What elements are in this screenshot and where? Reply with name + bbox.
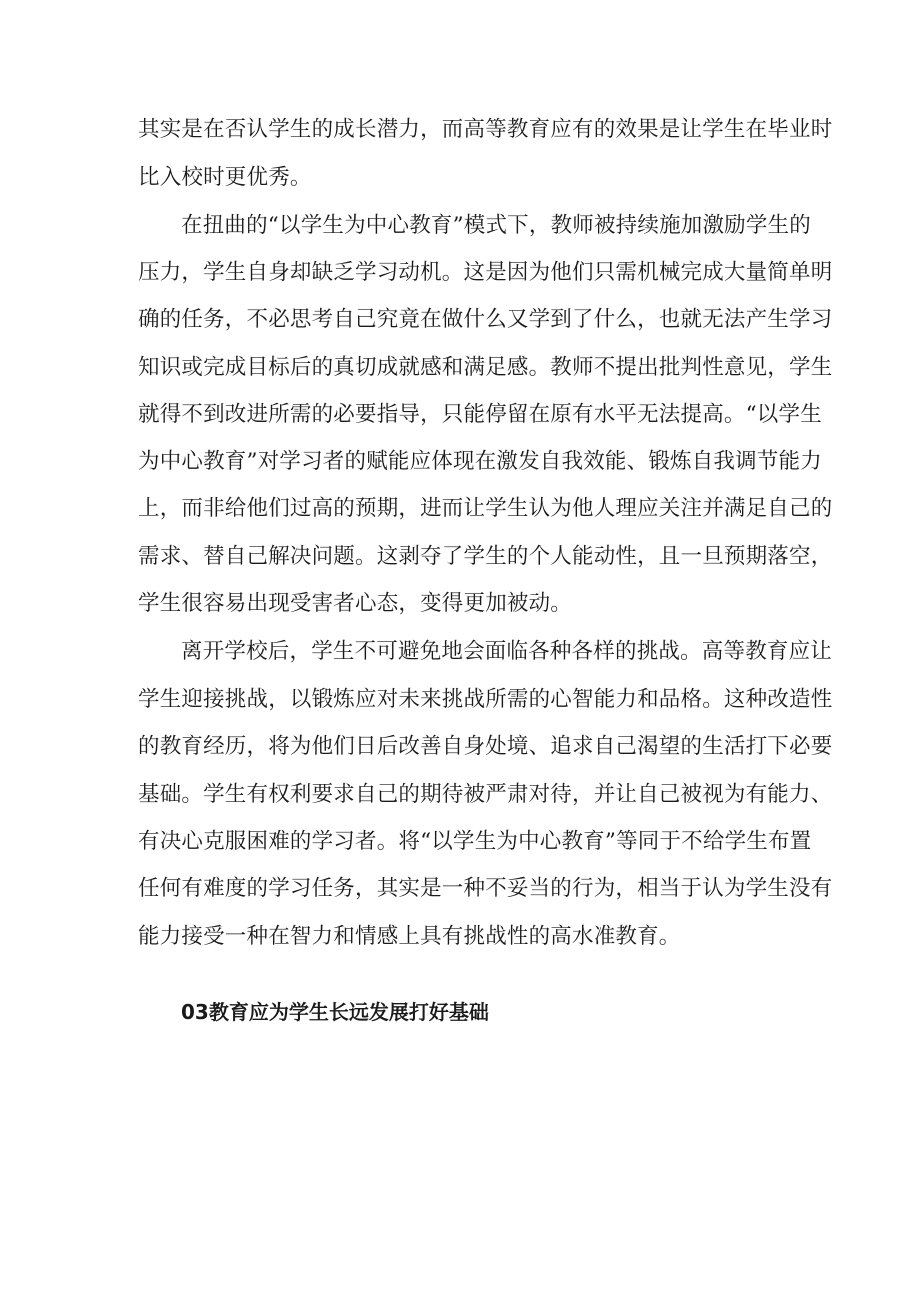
paragraph-line: 需求、替自己解决问题。这剥夺了学生的个人能动性，且一旦预期落空，: [138, 544, 833, 569]
paragraph-line: 其实是在否认学生的成长潜力，而高等教育应有的效果是让学生在毕业时: [138, 117, 833, 142]
paragraph-line: 上，而非给他们过高的预期，进而让学生认为他人理应关注并满足自己的: [138, 496, 833, 521]
paragraph-line: 能力接受一种在智力和情感上具有挑战性的高水准教育。: [138, 924, 681, 949]
paragraph-line: 比入校时更优秀。: [138, 165, 312, 190]
section-heading: 03教育应为学生长远发展打好基础: [181, 1000, 489, 1024]
paragraph-line: 为中心教育”对学习者的赋能应体现在激发自我效能、锻炼自我调节能力: [138, 449, 822, 474]
paragraph-line: 压力，学生自身却缺乏学习动机。这是因为他们只需机械完成大量简单明: [138, 260, 833, 285]
paragraph-line: 学生迎接挑战，以锻炼应对未来挑战所需的心智能力和品格。这种改造性: [138, 687, 833, 712]
paragraph-line: 确的任务，不必思考自己究竟在做什么又学到了什么，也就无法产生学习: [138, 307, 833, 332]
paragraph-line: 基础。学生有权利要求自己的期待被严肃对待，并让自己被视为有能力、: [138, 782, 833, 807]
paragraph-line: 知识或完成目标后的真切成就感和满足感。教师不提出批判性意见，学生: [138, 355, 833, 380]
paragraph-line: 学生很容易出现受害者心态，变得更加被动。: [138, 591, 573, 616]
paragraph-line: 就得不到改进所需的必要指导，只能停留在原有水平无法提高。“以学生: [138, 402, 822, 427]
paragraph-line: 离开学校后，学生不可避免地会面临各种各样的挑战。高等教育应让: [181, 639, 833, 664]
paragraph-line: 任何有难度的学习任务，其实是一种不妥当的行为，相当于认为学生没有: [138, 876, 833, 901]
paragraph-line: 有决心克服困难的学习者。将“以学生为中心教育”等同于不给学生布置: [138, 829, 812, 854]
paragraph-line: 的教育经历，将为他们日后改善自身处境、追求自己渴望的生活打下必要: [138, 734, 833, 759]
paragraph-line: 在扭曲的“以学生为中心教育”模式下，教师被持续施加激励学生的: [181, 213, 811, 238]
